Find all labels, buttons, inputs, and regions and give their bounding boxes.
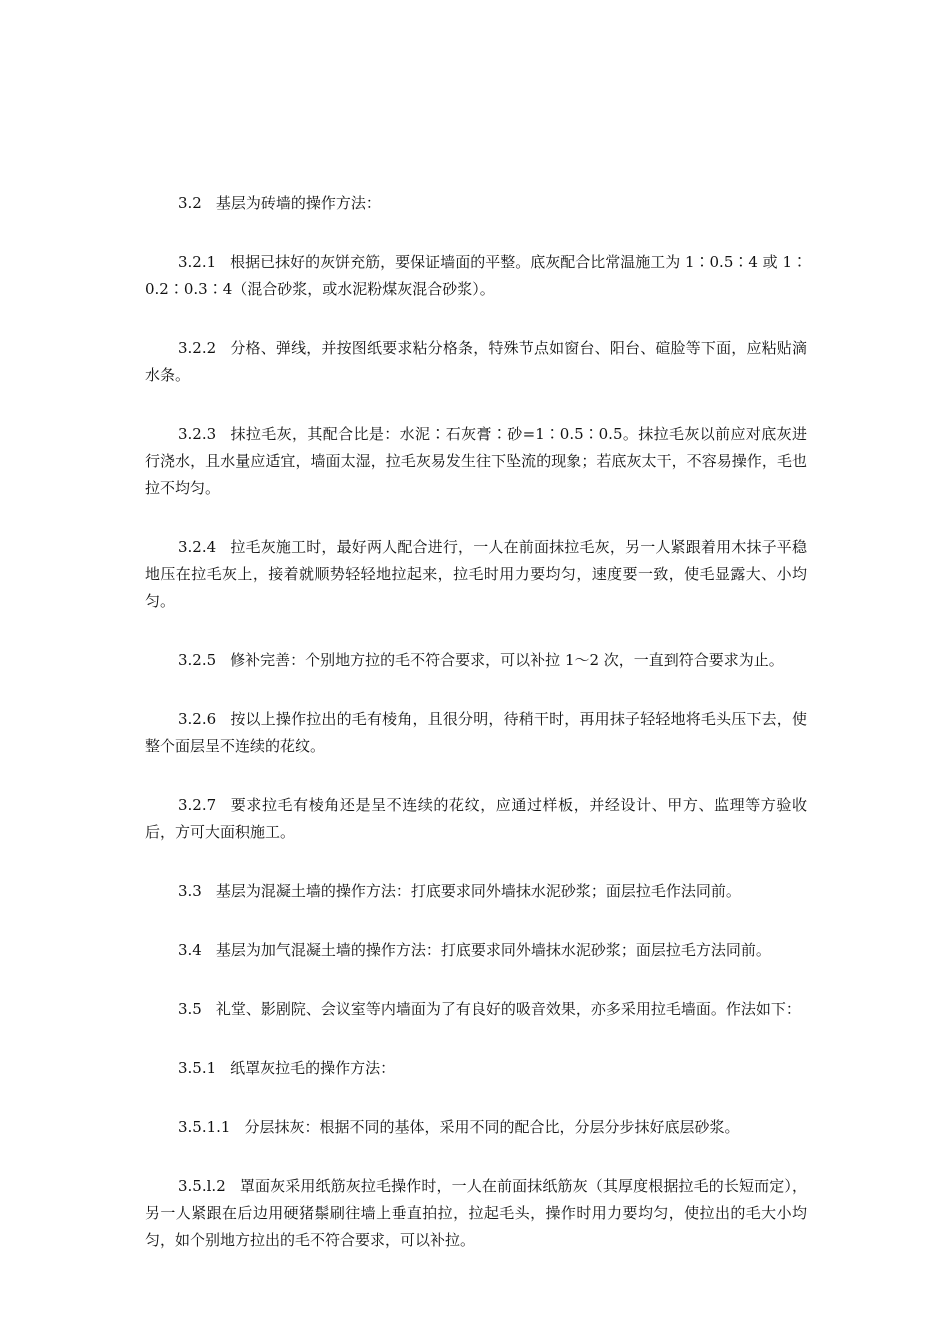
paragraph-text: 基层为加气混凝土墙的操作方法：打底要求同外墙抹水泥砂浆；面层拉毛方法同前。 xyxy=(215,941,771,959)
paragraph-number: 3.5.1 xyxy=(178,1059,217,1077)
paragraph-number: 3.5 xyxy=(178,1000,202,1018)
paragraph-3-2-6 xyxy=(145,706,807,760)
paragraph-3-2 xyxy=(145,190,807,217)
paragraph-number: 3.2.7 xyxy=(178,796,217,814)
paragraph-3-5-1 xyxy=(145,1055,807,1082)
paragraph-number: 3.2.5 xyxy=(178,651,217,669)
paragraph-text: 拉毛灰施工时，最好两人配合进行，一人在前面抹拉毛灰，另一人紧跟着用木抹子平稳地压在拉毛灰上，接着就顺势轻轻地拉起来，拉毛时用力要均匀，速度要一致，使毛显露大、小均匀。 xyxy=(145,538,807,610)
paragraph-number: 3.2.6 xyxy=(178,710,217,728)
paragraph-text: 基层为砖墙的操作方法： xyxy=(215,194,381,212)
paragraph-number: 3.3 xyxy=(178,882,202,900)
paragraph-3-5-1-2 xyxy=(145,1173,807,1254)
paragraph-3-2-3 xyxy=(145,421,807,502)
paragraph-3-4 xyxy=(145,937,807,964)
paragraph-3-2-5 xyxy=(145,647,807,674)
paragraph-3-3 xyxy=(145,878,807,905)
paragraph-number: 3.2.3 xyxy=(178,425,217,443)
paragraph-text: 基层为混凝土墙的操作方法：打底要求同外墙抹水泥砂浆；面层拉毛作法同前。 xyxy=(215,882,741,900)
paragraph-text: 罩面灰采用纸筋灰拉毛操作时，一人在前面抹纸筋灰（其厚度根据拉毛的长短而定），另一人紧跟在后边用硬猪鬃刷往墙上垂直拍拉，拉起毛头，操作时用力要均匀，使拉出的毛大小均匀，如个别地方拉出的毛不符合要求，可以补拉。 xyxy=(145,1177,807,1249)
paragraph-text: 纸罩灰拉毛的操作方法： xyxy=(230,1059,396,1077)
paragraph-text: 礼堂、影剧院、会议室等内墙面为了有良好的吸音效果，亦多采用拉毛墙面。作法如下： xyxy=(215,1000,801,1018)
paragraph-text: 抹拉毛灰，其配合比是：水泥∶石灰膏∶砂=1∶0.5∶0.5。抹拉毛灰以前应对底灰进行浇水，且水量应适宜，墙面太湿，拉毛灰易发生往下坠流的现象；若底灰太干，不容易操作，毛也拉不均匀。 xyxy=(145,425,807,497)
paragraph-number: 3.4 xyxy=(178,941,202,959)
paragraph-3-2-7 xyxy=(145,792,807,846)
paragraph-text: 修补完善：个别地方拉的毛不符合要求，可以补拉 1～2 次，一直到符合要求为止。 xyxy=(230,651,784,669)
paragraph-3-5 xyxy=(145,996,807,1023)
paragraph-number: 3.2.4 xyxy=(178,538,217,556)
paragraph-number: 3.2 xyxy=(178,194,202,212)
paragraph-number: 3.2.1 xyxy=(178,253,217,271)
document-body xyxy=(145,190,807,1286)
paragraph-text: 要求拉毛有棱角还是呈不连续的花纹，应通过样板，并经设计、甲方、监理等方验收后，方可大面积施工。 xyxy=(145,796,807,841)
paragraph-3-2-2 xyxy=(145,335,807,389)
paragraph-3-2-4 xyxy=(145,534,807,615)
paragraph-number: 3.5.1.1 xyxy=(178,1118,231,1136)
paragraph-text: 分层抹灰：根据不同的基体，采用不同的配合比，分层分步抹好底层砂浆。 xyxy=(244,1118,740,1136)
paragraph-number: 3.5.l.2 xyxy=(178,1177,226,1195)
paragraph-number: 3.2.2 xyxy=(178,339,217,357)
paragraph-3-2-1 xyxy=(145,249,807,303)
paragraph-text: 按以上操作拉出的毛有棱角，且很分明，待稍干时，再用抹子轻轻地将毛头压下去，使整个面层呈不连续的花纹。 xyxy=(145,710,807,755)
paragraph-3-5-1-1 xyxy=(145,1114,807,1141)
paragraph-text: 分格、弹线，并按图纸要求粘分格条，特殊节点如窗台、阳台、碹脸等下面，应粘贴滴水条。 xyxy=(145,339,807,384)
paragraph-text: 根据已抹好的灰饼充筋，要保证墙面的平整。底灰配合比常温施工为 1∶0.5∶4 或 1∶0.2∶0.3∶4（混合砂浆，或水泥粉煤灰混合砂浆）。 xyxy=(145,253,807,298)
